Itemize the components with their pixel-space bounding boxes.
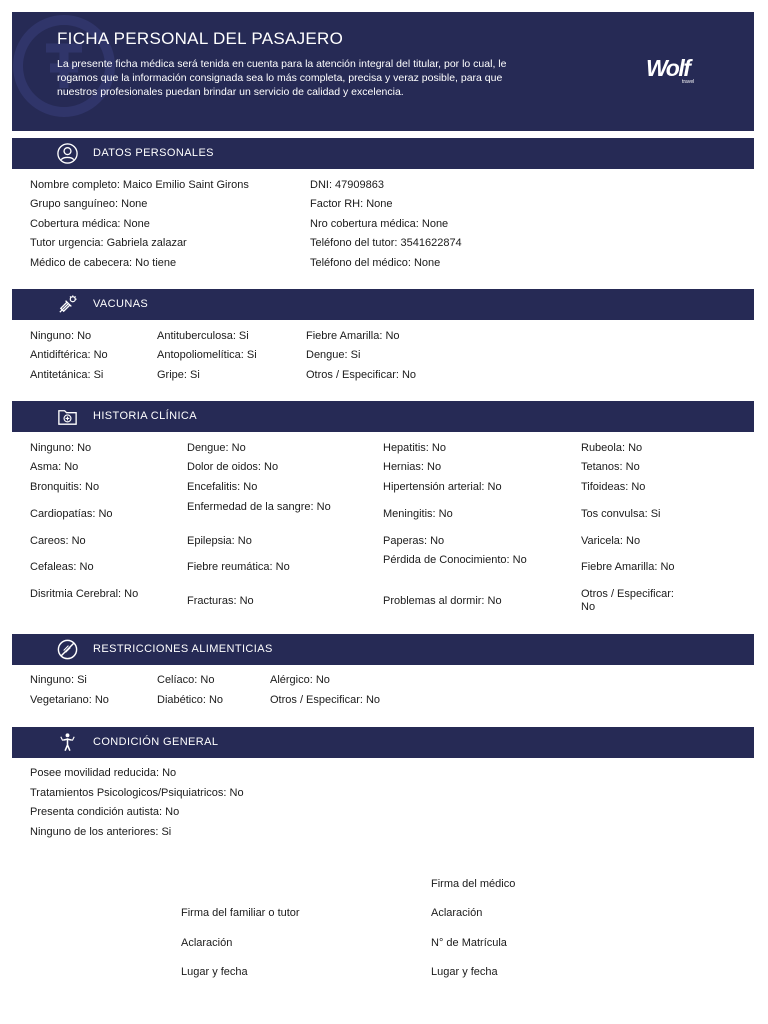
hc-fiebre-reumatica: Fiebre reumática: No	[187, 561, 290, 573]
section-bar-historia	[12, 401, 754, 432]
firma-medico-label: Firma del médico	[431, 878, 516, 890]
vacuna-gripe: Gripe: Si	[157, 369, 200, 381]
section-bar-condicion	[12, 727, 754, 758]
user-icon	[56, 142, 79, 165]
condicion-tratamientos: Tratamientos Psicologicos/Psiquiatricos: No	[30, 787, 244, 799]
syringe-virus-icon	[56, 293, 79, 316]
hc-problemas-dormir: Problemas al dormir: No	[383, 595, 502, 607]
restriccion-alergico: Alérgico: No	[270, 674, 330, 686]
matricula-label: N° de Matrícula	[431, 937, 507, 949]
hc-hepatitis: Hepatitis: No	[383, 442, 446, 454]
hc-disritmia-cerebral: Disritmia Cerebral: No	[30, 588, 139, 600]
field-dni: DNI: 47909863	[310, 179, 384, 191]
field-cobertura: Cobertura médica: None	[30, 218, 150, 230]
medical-folder-icon	[56, 405, 79, 428]
hc-ninguno: Ninguno: No	[30, 442, 92, 454]
restriccion-celiaco: Celíaco: No	[157, 674, 215, 686]
hc-dengue: Dengue: No	[187, 442, 246, 454]
vacuna-otros: Otros / Especificar: No	[306, 369, 417, 381]
hc-cefaleas: Cefaleas: No	[30, 561, 94, 573]
section-title: CONDICIÓN GENERAL	[93, 736, 219, 748]
field-telefono-tutor: Teléfono del tutor: 3541622874	[310, 237, 462, 249]
field-grupo-sanguineo: Grupo sanguíneo: None	[30, 198, 148, 210]
hc-bronquitis: Bronquitis: No	[30, 481, 100, 493]
vacuna-antipoliomelitica: Antopoliomelítica: Si	[157, 349, 257, 361]
vacuna-antituberculosa: Antituberculosa: Si	[157, 330, 249, 342]
hc-dolor-oidos: Dolor de oidos: No	[187, 461, 279, 473]
hc-hipertension: Hipertensión arterial: No	[383, 481, 502, 493]
document-header	[12, 12, 754, 131]
condicion-autista: Presenta condición autista: No	[30, 806, 180, 818]
condicion-ninguno: Ninguno de los anteriores: Si	[30, 826, 172, 838]
firma-familiar-label: Firma del familiar o tutor	[181, 907, 300, 919]
field-tutor: Tutor urgencia: Gabriela zalazar	[30, 237, 187, 249]
hc-careos: Careos: No	[30, 535, 86, 547]
restriccion-otros: Otros / Especificar: No	[270, 694, 381, 706]
field-nombre: Nombre completo: Maico Emilio Saint Girons	[30, 179, 249, 191]
hc-perdida-conocimiento: Pérdida de Conocimiento: No	[383, 554, 527, 566]
hc-tifoideas: Tifoideas: No	[581, 481, 646, 493]
section-title: DATOS PERSONALES	[93, 147, 214, 159]
vacuna-antitetanica: Antitetánica: Si	[30, 369, 104, 381]
section-title: HISTORIA CLÍNICA	[93, 410, 197, 422]
hc-cardiopatias: Cardiopatías: No	[30, 508, 113, 520]
lugar-fecha-familiar-label: Lugar y fecha	[181, 966, 248, 978]
section-bar-restricciones	[12, 634, 754, 665]
lugar-fecha-medico-label: Lugar y fecha	[431, 966, 498, 978]
aclaracion-familiar-label: Aclaración	[181, 937, 233, 949]
hc-encefalitis: Encefalitis: No	[187, 481, 258, 493]
restriccion-diabetico: Diabético: No	[157, 694, 224, 706]
logo-tagline: travel	[682, 79, 695, 85]
section-bar-vacunas	[12, 289, 754, 320]
vacuna-dengue: Dengue: Si	[306, 349, 361, 361]
hc-enfermedad-sangre: Enfermedad de la sangre: No	[187, 501, 331, 513]
field-medico: Médico de cabecera: No tiene	[30, 257, 177, 269]
hc-tetanos: Tetanos: No	[581, 461, 640, 473]
section-bar-personal	[12, 138, 754, 169]
restriccion-vegetariano: Vegetariano: No	[30, 694, 109, 706]
vacuna-antidifterica: Antidiftérica: No	[30, 349, 108, 361]
person-standing-icon	[56, 731, 79, 754]
hc-epilepsia: Epilepsia: No	[187, 535, 252, 547]
logo-wordmark: Wolf	[646, 55, 690, 81]
hc-tos-convulsa: Tos convulsa: Si	[581, 508, 661, 520]
hc-varicela: Varicela: No	[581, 535, 641, 547]
brand-logo	[646, 55, 695, 85]
prohibited-icon	[56, 638, 79, 661]
hc-otros: Otros / Especificar: No	[581, 588, 674, 613]
section-title: VACUNAS	[93, 298, 149, 310]
field-telefono-medico: Teléfono del médico: None	[310, 257, 441, 269]
hc-fiebre-amarilla: Fiebre Amarilla: No	[581, 561, 675, 573]
hc-rubeola: Rubeola: No	[581, 442, 643, 454]
vacuna-fiebre-amarilla: Fiebre Amarilla: No	[306, 330, 400, 342]
aclaracion-medico-label: Aclaración	[431, 907, 483, 919]
field-nro-cobertura: Nro cobertura médica: None	[310, 218, 449, 230]
hc-asma: Asma: No	[30, 461, 79, 473]
field-factor-rh: Factor RH: None	[310, 198, 393, 210]
page-title: FICHA PERSONAL DEL PASAJERO	[57, 29, 344, 48]
vacuna-ninguno: Ninguno: No	[30, 330, 92, 342]
hc-meningitis: Meningitis: No	[383, 508, 453, 520]
hc-hernias: Hernias: No	[383, 461, 442, 473]
hc-fracturas: Fracturas: No	[187, 595, 254, 607]
hc-paperas: Paperas: No	[383, 535, 445, 547]
intro-text: La presente ficha médica será tenida en cuenta para la atención integral del titular, por lo cual, le rogamos que la información consignada sea lo más completa, precisa y veraz posible, para que nuestros profesionales puedan brindar un servicio de calidad y excelencia.	[57, 58, 507, 98]
section-title: RESTRICCIONES ALIMENTICIAS	[93, 643, 273, 655]
condicion-movilidad: Posee movilidad reducida: No	[30, 767, 177, 779]
restriccion-ninguno: Ninguno: Si	[30, 674, 87, 686]
